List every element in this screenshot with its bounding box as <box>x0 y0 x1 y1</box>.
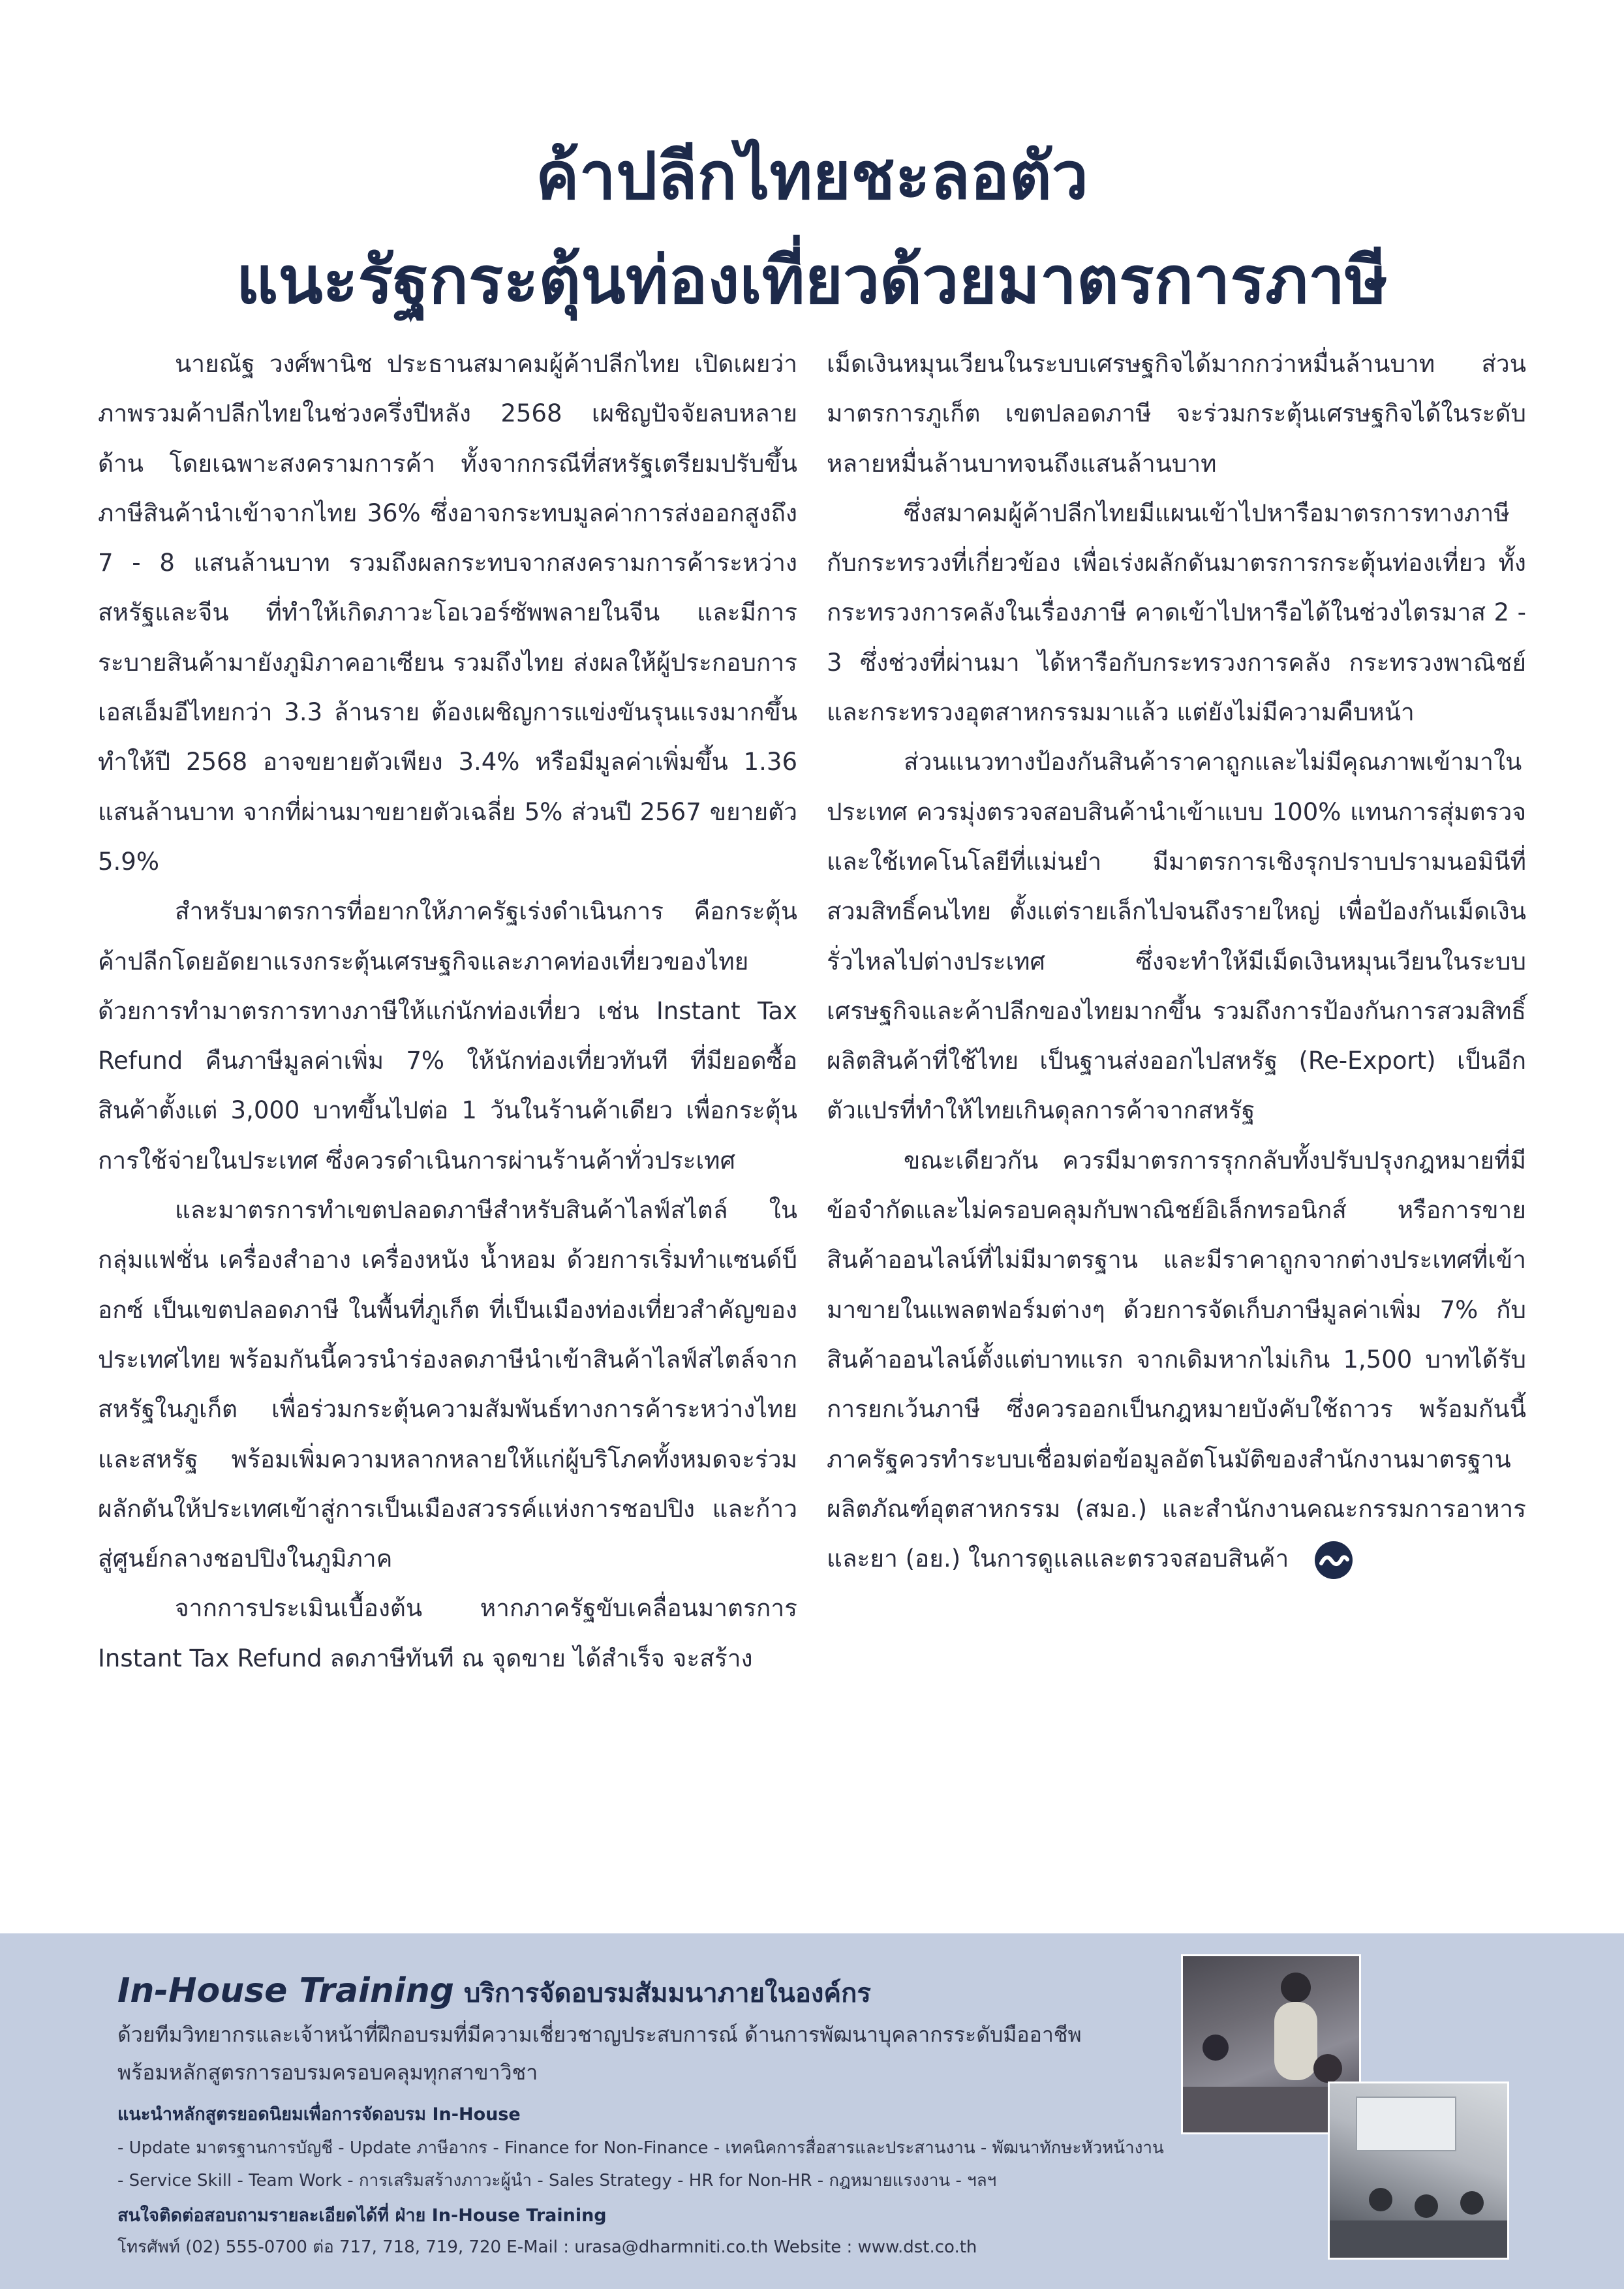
article-paragraph-text: ขณะเดียวกัน ควรมีมาตรการรุกกลับทั้งปรับปรุงกฎหมายที่มีข้อจำกัดและไม่ครอบคลุมกับพาณิชย์อิเล็กทรอนิกส์ หรือการขายสินค้าออนไลน์ที่ไม่มีมาตรฐาน และมีราคาถูกจากต่างประเทศที่เข้ามาขายในแพลตฟอร์มต่างๆ ด้วยการจัดเก็บภาษีมูลค่าเพิ่ม 7% กับสินค้าออนไลน์ตั้งแต่บาทแรก จากเดิมหากไม่เกิน 1,500 บาทได้รับการยกเว้นภาษี ซึ่งควรออกเป็นกฎหมายบังคับใช้ถาวร พร้อมกันนี้ ภาครัฐควรทำระบบเชื่อมต่อข้อมูลอัตโนมัติของสำนักงานมาตรฐานผลิตภัณฑ์อุตสาหกรรม (สมอ.) และสำนักงานคณะกรรมการอาหารและยา (อย.) ในการดูแลและตรวจสอบสินค้า <box>827 1146 1526 1573</box>
footer-description-1: ด้วยทีมวิทยากรและเจ้าหน้าที่ฝึกอบรมที่มีความเชี่ยวชาญประสบการณ์ ด้านการพัฒนาบุคลากรระดับมืออาชีพ <box>117 2022 1082 2047</box>
article-paragraph <box>827 1136 1526 1584</box>
article-column-left <box>98 339 797 1683</box>
footer-recommend-heading: แนะนำหลักสูตรยอดนิยมเพื่อการจัดอบรม In-House <box>117 2104 521 2125</box>
article-paragraph: สำหรับมาตรการที่อยากให้ภาครัฐเร่งดำเนินการ คือกระตุ้นค้าปลีกโดยอัดยาแรงกระตุ้นเศรษฐกิจและภาคท่องเที่ยวของไทย ด้วยการทำมาตรการทางภาษีให้แก่นักท่องเที่ยว เช่น Instant Tax Refund คืนภาษีมูลค่าเพิ่ม 7% ให้นักท่องเที่ยวทันที ที่มียอดซื้อสินค้าตั้งแต่ 3,000 บาทขึ้นไปต่อ 1 วันในร้านค้าเดียว เพื่อกระตุ้นการใช้จ่ายในประเทศ ซึ่งควรดำเนินการผ่านร้านค้าทั่วประเทศ <box>98 897 797 1175</box>
article-paragraph: นายณัฐ วงศ์พานิช ประธานสมาคมผู้ค้าปลีกไทย เปิดเผยว่า ภาพรวมค้าปลีกไทยในช่วงครึ่งปีหลัง 2568 เผชิญปัจจัยลบหลายด้าน โดยเฉพาะสงครามการค้า ทั้งจากกรณีที่สหรัฐเตรียมปรับขึ้นภาษีสินค้านำเข้าจากไทย 36% ซึ่งอาจกระทบมูลค่าการส่งออกสูงถึง 7 - 8 แสนล้านบาท รวมถึงผลกระทบจากสงครามการค้าระหว่างสหรัฐและจีน ที่ทำให้เกิดภาวะโอเวอร์ซัพพลายในจีน และมีการระบายสินค้ามายังภูมิภาคอาเซียน รวมถึงไทย ส่งผลให้ผู้ประกอบการเอสเอ็มอีไทยกว่า 3.3 ล้านราย ต้องเผชิญการแข่งขันรุนแรงมากขึ้น ทำให้ปี 2568 อาจขยายตัวเพียง 3.4% หรือมีมูลค่าเพิ่มขึ้น 1.36 แสนล้านบาท จากที่ผ่านมาขยายตัวเฉลี่ย 5% ส่วนปี 2567 ขยายตัว 5.9% <box>98 350 797 876</box>
headline <box>0 124 1624 333</box>
footer-contact-info: โทรศัพท์ (02) 555-0700 ต่อ 717, 718, 719, 720 E-Mail : urasa@dharmniti.co.th Website : www.dst.co.th <box>117 2237 977 2257</box>
headline-line-1: ค้าปลีกไทยชะลอตัว <box>535 138 1089 214</box>
training-photo-2 <box>1328 2082 1509 2260</box>
footer-courses-2: - Service Skill - Team Work - การเสริมสร้างภาวะผู้นำ - Sales Strategy - HR for Non-HR - กฎหมายแรงงาน - ฯลฯ <box>117 2171 997 2190</box>
article-paragraph: ซึ่งสมาคมผู้ค้าปลีกไทยมีแผนเข้าไปหารือมาตรการทางภาษีกับกระทรวงที่เกี่ยวข้อง เพื่อเร่งผลักดันมาตรการกระตุ้นท่องเที่ยว ทั้งกระทรวงการคลังในเรื่องภาษี คาดเข้าไปหารือได้ในช่วงไตรมาส 2 - 3 ซึ่งช่วงที่ผ่านมา ได้หารือกับกระทรวงการคลัง กระทรวงพาณิชย์ และกระทรวงอุตสาหกรรมมาแล้ว แต่ยังไม่มีความคืบหน้า <box>827 499 1526 727</box>
footer-contact-heading: สนใจติดต่อสอบถามรายละเอียดได้ที่ ฝ่าย In-House Training <box>117 2205 607 2226</box>
footer-brand: In-House Training <box>117 1971 454 2010</box>
wave-logo-icon <box>1315 1541 1353 1579</box>
footer-courses-1: - Update มาตรฐานการบัญชี - Update ภาษีอากร - Finance for Non-Finance - เทคนิคการสื่อสารและประสานงาน - พัฒนาทักษะหัวหน้างาน <box>117 2138 1164 2158</box>
article-paragraph: และมาตรการทำเขตปลอดภาษีสำหรับสินค้าไลฟ์สไตล์ ในกลุ่มแฟชั่น เครื่องสำอาง เครื่องหนัง น้ำหอม ด้วยการเริ่มทำแซนด์บ็อกซ์ เป็นเขตปลอดภาษี ในพื้นที่ภูเก็ต ที่เป็นเมืองท่องเที่ยวสำคัญของประเทศไทย พร้อมกันนี้ควรนำร่องลดภาษีนำเข้าสินค้าไลฟ์สไตล์จากสหรัฐในภูเก็ต เพื่อร่วมกระตุ้นความสัมพันธ์ทางการค้าระหว่างไทยและสหรัฐ พร้อมเพิ่มความหลากหลายให้แก่ผู้บริโภคทั้งหมดจะร่วมผลักดันให้ประเทศเข้าสู่การเป็นเมืองสวรรค์แห่งการชอปปิง และก้าวสู่ศูนย์กลางชอปปิงในภูมิภาค <box>98 1196 797 1573</box>
article-paragraph: จากการประเมินเบื้องต้น หากภาครัฐขับเคลื่อนมาตรการ Instant Tax Refund ลดภาษีทันที ณ จุดขาย ได้สำเร็จ จะสร้าง <box>98 1594 797 1672</box>
footer-title <box>117 1971 871 2014</box>
article-paragraph-continued: เม็ดเงินหมุนเวียนในระบบเศรษฐกิจได้มากกว่าหมื่นล้านบาท ส่วนมาตรการภูเก็ต เขตปลอดภาษี จะร่วมกระตุ้นเศรษฐกิจได้ในระดับหลายหมื่นล้านบาทจนถึงแสนล้านบาท <box>827 350 1526 478</box>
headline-line-2: แนะรัฐกระตุ้นท่องเที่ยวด้วยมาตรการภาษี <box>236 242 1388 318</box>
article-column-right <box>827 339 1526 1584</box>
article-paragraph: ส่วนแนวทางป้องกันสินค้าราคาถูกและไม่มีคุณภาพเข้ามาในประเทศ ควรมุ่งตรวจสอบสินค้านำเข้าแบบ 100% แทนการสุ่มตรวจ และใช้เทคโนโลยีที่แม่นยำ มีมาตรการเชิงรุกปราบปรามนอมินีที่สวมสิทธิ์คนไทย ตั้งแต่รายเล็กไปจนถึงรายใหญ่ เพื่อป้องกันเม็ดเงินรั่วไหลไปต่างประเทศ ซึ่งจะทำให้มีเม็ดเงินหมุนเวียนในระบบเศรษฐกิจและค้าปลีกของไทยมากขึ้น รวมถึงการป้องกันการสวมสิทธิ์ผลิตสินค้าที่ใช้ไทย เป็นฐานส่งออกไปสหรัฐ (Re-Export) เป็นอีกตัวแปรที่ทำให้ไทยเกินดุลการค้าจากสหรัฐ <box>827 748 1526 1125</box>
footer-subtitle: บริการจัดอบรมสัมมนาภายในองค์กร <box>464 1978 871 2008</box>
footer-description-2: พร้อมหลักสูตรการอบรมครอบคลุมทุกสาขาวิชา <box>117 2060 538 2085</box>
